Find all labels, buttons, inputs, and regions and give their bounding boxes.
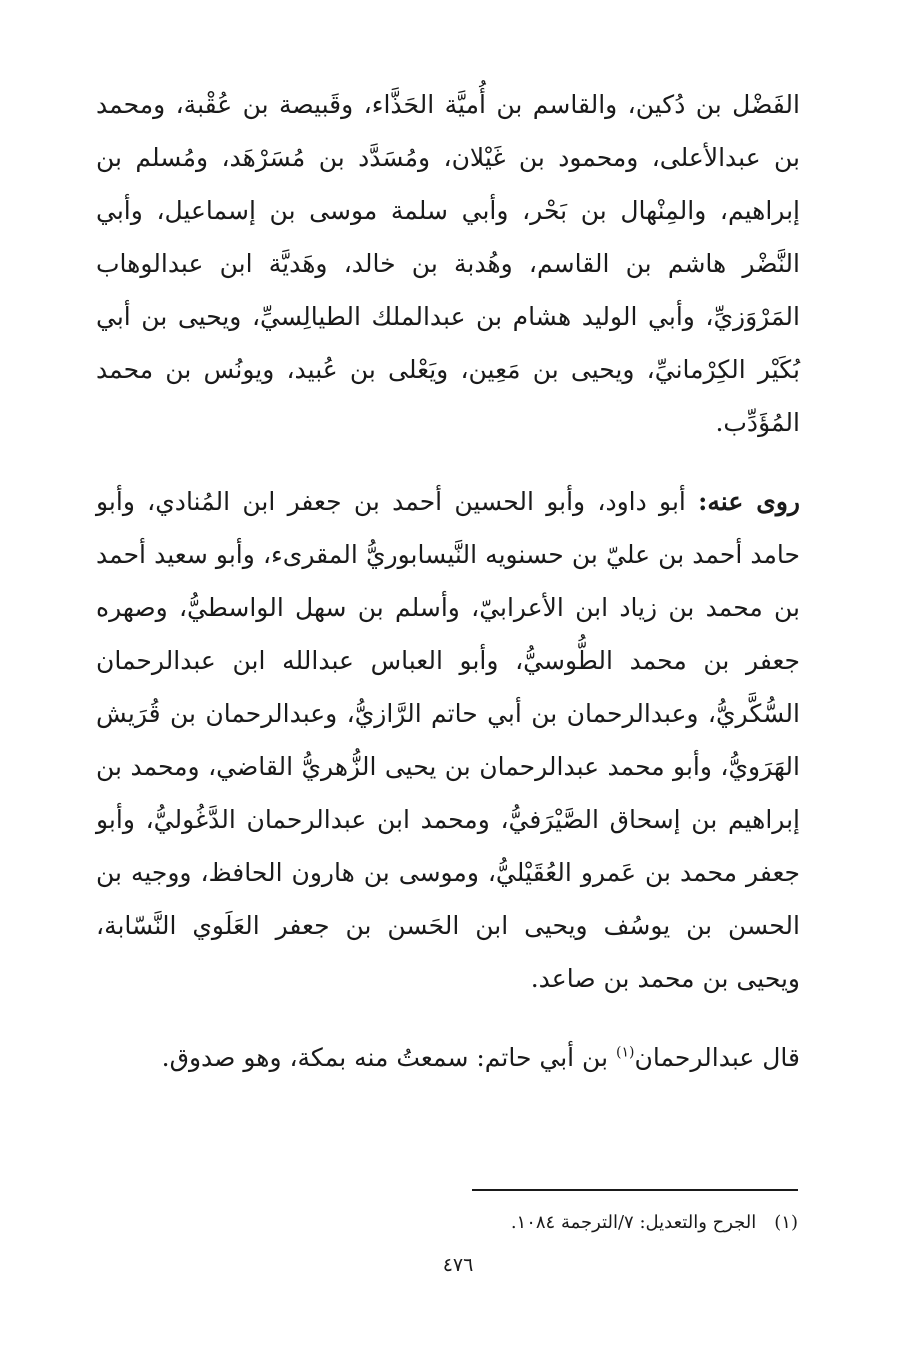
footnote — [198, 1208, 798, 1238]
footnote-divider — [472, 1189, 798, 1191]
main-text — [96, 78, 800, 1084]
footnote-number: (١) — [774, 1212, 798, 1233]
teachers-paragraph — [96, 78, 800, 449]
quote-start: قال عبدالرحمان — [634, 1043, 800, 1072]
narrators-paragraph — [96, 475, 800, 1005]
narrators-text: أبو داود، وأبو الحسين أحمد بن جعفر ابن المُنادي، وأبو حامد أحمد بن عليّ بن حسنويه النَّيسابوريُّ المقرىء، وأبو سعيد أحمد بن محمد بن زياد ابن الأعرابيّ، وأسلم بن سهل الواسطيُّ، وصهره جعفر بن محمد الطُّوسيُّ، وأبو العباس عبدالله ابن عبدالرحمان السُّكَّريُّ، وعبدالرحمان بن أبي حاتم الرَّازيُّ، وعبدالرحمان بن قُرَيش الهَرَويُّ، وأبو محمد عبدالرحمان بن يحيى الزُّهريُّ القاضي، ومحمد بن إبراهيم بن إسحاق الصَّيْرَفيُّ، ومحمد ابن عبدالرحمان الدَّغُوليُّ، وأبو جعفر محمد بن عَمرو العُقَيْليُّ، وموسى بن هارون الحافظ، ووجيه بن الحسن بن يوسُف ويحيى ابن الحَسن بن جعفر العَلَوي النَّسّابة، ويحيى بن محمد بن صاعد. — [96, 487, 800, 993]
teachers-text: الفَضْل بن دُكين، والقاسم بن أُميَّة الحَذَّاء، وقَبيصة بن عُقْبة، ومحمد بن عبدالأعلى، ومحمود بن غَيْلان، ومُسَدَّد بن مُسَرْهَد، ومُسلم بن إبراهيم، والمِنْهال بن بَحْر، وأبي سلمة موسى بن إسماعيل، وأبي النَّضْر هاشم بن القاسم، وهُدبة بن خالد، وهَديَّة ابن عبدالوهاب المَرْوَزيِّ، وأبي الوليد هشام بن عبدالملك الطيالِسيِّ، ويحيى بن أبي بُكَيْر الكِرْمانيِّ، ويحيى بن مَعِين، ويَعْلى بن عُبيد، ويونُس بن محمد المُؤَدِّب. — [96, 90, 800, 437]
footnote-text: الجرح والتعديل: ٧/الترجمة ١٠٨٤. — [510, 1212, 757, 1233]
quote-paragraph — [96, 1031, 800, 1084]
quote-end: بن أبي حاتم: سمعتُ منه بمكة، وهو صدوق. — [161, 1043, 609, 1072]
footnote-reference[interactable]: (١) — [616, 1044, 635, 1061]
narrators-label: روى عنه: — [698, 487, 800, 516]
page-number: ٤٧٦ — [442, 1254, 474, 1276]
